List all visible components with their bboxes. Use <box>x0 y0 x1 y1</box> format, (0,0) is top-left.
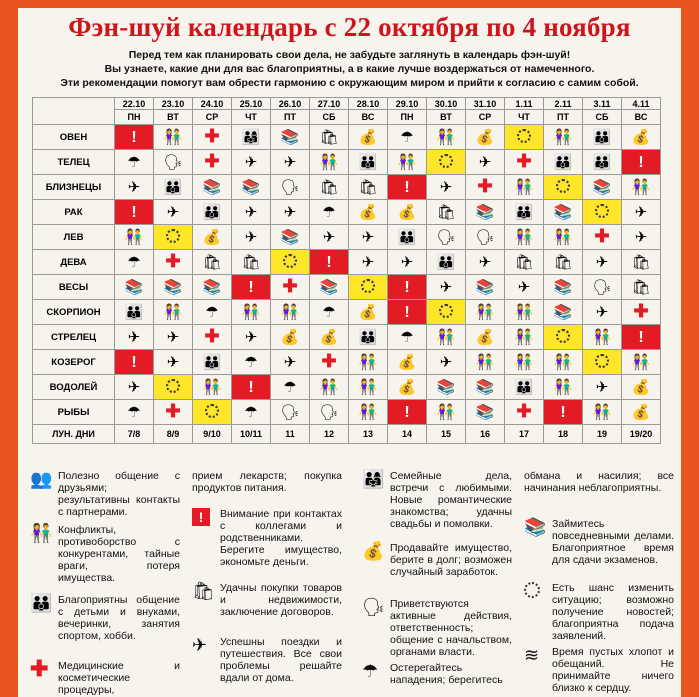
lovers-icon: 👫 <box>505 325 544 350</box>
date-header: 2.11 <box>544 98 583 110</box>
sun-icon <box>271 250 310 275</box>
property-icon: 💰 <box>388 200 427 225</box>
corner-cell <box>33 98 115 125</box>
children-icon: 👪 <box>427 250 466 275</box>
sign-row <box>33 200 661 225</box>
warning-icon: ! <box>388 175 427 200</box>
date-header: 31.10 <box>466 98 505 110</box>
family-icon: 👨‍👩‍👧 <box>232 125 271 150</box>
date-header: 25.10 <box>232 98 271 110</box>
lovers-icon: 👫 <box>466 300 505 325</box>
children-icon: 👪 <box>115 300 154 325</box>
lunar-day: 14 <box>388 425 427 444</box>
umbrella-icon: ☂ <box>115 400 154 425</box>
weekday-header: СБ <box>310 110 349 125</box>
lunar-day: 13 <box>349 425 388 444</box>
lovers-icon: 👫 <box>154 125 193 150</box>
sign-row <box>33 275 661 300</box>
medicine-icon: ✚ <box>154 400 193 425</box>
travel-icon: ✈ <box>622 200 661 225</box>
books-icon: 📚 <box>544 300 583 325</box>
lunar-day: 18 <box>544 425 583 444</box>
advice-icon: 🗣 <box>583 275 622 300</box>
lovers-icon: 👫 <box>466 350 505 375</box>
lunar-day: 7/8 <box>115 425 154 444</box>
advice-icon: 🗣 <box>310 400 349 425</box>
calendar-page <box>18 8 681 697</box>
lovers-icon: 👫 <box>505 350 544 375</box>
books-icon: 📚 <box>154 275 193 300</box>
date-header: 4.11 <box>622 98 661 110</box>
shopping-icon: 🛍 <box>505 250 544 275</box>
children-icon: 👪 <box>583 150 622 175</box>
travel-icon: ✈ <box>427 175 466 200</box>
weekday-header: ВТ <box>154 110 193 125</box>
lovers-icon: 👫 <box>427 325 466 350</box>
lunar-day: 12 <box>310 425 349 444</box>
lovers-icon: 👫 <box>622 350 661 375</box>
legend-property: 💰 Продавайте имущество, берите в долг; возможен случайный заработок. <box>362 541 512 578</box>
warning-icon: ! <box>115 200 154 225</box>
page-title: Фэн-шуй календарь с 22 октября по 4 ноября <box>68 12 631 42</box>
warning-icon: ! <box>622 325 661 350</box>
property-icon: 💰 <box>466 325 505 350</box>
travel-icon: ✈ <box>349 225 388 250</box>
children-icon: 👪 <box>349 150 388 175</box>
sun-icon <box>544 325 583 350</box>
property-icon: 💰 <box>622 400 661 425</box>
medicine-icon: ✚ <box>30 656 49 681</box>
lunar-days-label: ЛУН. ДНИ <box>33 425 115 444</box>
umbrella-icon: ☂ <box>232 350 271 375</box>
weekday-header: ВС <box>622 110 661 125</box>
medicine-icon: ✚ <box>505 150 544 175</box>
advice-icon: 🗣 <box>271 175 310 200</box>
warning-icon: ! <box>544 400 583 425</box>
umbrella-icon: ☂ <box>115 250 154 275</box>
sun-icon <box>583 200 622 225</box>
lovers-icon: 👫 <box>271 300 310 325</box>
travel-icon: ✈ <box>427 350 466 375</box>
legend-umbrella-cont: обмана и насилия; все начинания неблагоприятны. <box>524 470 674 494</box>
lunar-day: 11 <box>271 425 310 444</box>
legend-sun: Есть шанс изменить ситуацию; возможно получение новостей; благоприятна подача заявлений. <box>524 582 674 632</box>
lovers-icon: 👫 <box>427 400 466 425</box>
lovers-icon: 👫 <box>310 375 349 400</box>
warning-icon: ! <box>192 508 210 526</box>
medicine-icon: ✚ <box>271 275 310 300</box>
umbrella-icon: ☂ <box>310 300 349 325</box>
property-icon: 💰 <box>388 350 427 375</box>
property-icon: 💰 <box>349 200 388 225</box>
sign-row <box>33 375 661 400</box>
date-header-row <box>33 98 661 110</box>
lovers-icon: 👫 <box>388 150 427 175</box>
lovers-icon: 👫 <box>349 375 388 400</box>
shopping-icon: 🛍 <box>622 250 661 275</box>
warning-icon: ! <box>388 275 427 300</box>
sign-name: РАК <box>33 200 115 225</box>
travel-icon: ✈ <box>427 275 466 300</box>
sign-row <box>33 325 661 350</box>
lovers-icon: 👫 <box>544 375 583 400</box>
travel-icon: ✈ <box>232 225 271 250</box>
books-icon: 📚 <box>271 225 310 250</box>
legend-family: 👨‍👩‍👧 Семейные дела, встречи с любимыми. Новые романтические знакомства; удачны свадьбы и помолвки. <box>362 469 512 530</box>
shopping-icon: 🛍 <box>622 275 661 300</box>
lovers-icon: 👫 <box>30 523 53 543</box>
legend-advice: 🗣 Приветствуются активные действия, ответственность; общение с начальством, органами власти. <box>362 597 512 658</box>
children-icon: 👪 <box>154 175 193 200</box>
legend-friends: 👥 Полезно общение с друзьями; результативны контакты с партнерами. <box>30 469 180 518</box>
fengshui-calendar-table <box>32 97 661 444</box>
shopping-icon: 🛍 <box>544 250 583 275</box>
lovers-icon: 👫 <box>622 175 661 200</box>
advice-icon: 🗣 <box>427 225 466 250</box>
sign-name: ОВЕН <box>33 125 115 150</box>
children-icon: 👪 <box>505 200 544 225</box>
advice-icon: 🗣 <box>271 400 310 425</box>
travel-icon: ✈ <box>271 150 310 175</box>
lovers-icon: 👫 <box>505 225 544 250</box>
travel-icon: ✈ <box>310 225 349 250</box>
sign-name: БЛИЗНЕЦЫ <box>33 175 115 200</box>
books-icon: 📚 <box>271 125 310 150</box>
travel-icon: ✈ <box>154 200 193 225</box>
sun-icon <box>524 582 540 598</box>
sun-icon <box>154 375 193 400</box>
lovers-icon: 👫 <box>349 400 388 425</box>
sun-icon <box>193 400 232 425</box>
travel-icon: ✈ <box>583 250 622 275</box>
property-icon: 💰 <box>622 375 661 400</box>
warning-icon: ! <box>310 250 349 275</box>
weekday-header: ЧТ <box>505 110 544 125</box>
sun-icon <box>427 150 466 175</box>
date-header: 27.10 <box>310 98 349 110</box>
speaking-head-icon: 🗣 <box>362 597 385 617</box>
lovers-icon: 👫 <box>544 350 583 375</box>
books-icon: 📚 <box>466 375 505 400</box>
sign-name: ТЕЛЕЦ <box>33 150 115 175</box>
property-icon: 💰 <box>622 125 661 150</box>
travel-icon: ✈ <box>271 200 310 225</box>
sun-icon <box>154 225 193 250</box>
weekday-header: ПН <box>388 110 427 125</box>
sign-row <box>33 400 661 425</box>
shopping-icon: 🛍 <box>310 125 349 150</box>
warning-icon: ! <box>232 375 271 400</box>
lovers-icon: 👫 <box>544 225 583 250</box>
friends-icon: 👥 <box>30 469 53 489</box>
advice-icon: 🗣 <box>466 225 505 250</box>
warning-icon: ! <box>388 400 427 425</box>
children-icon: 👪 <box>349 325 388 350</box>
travel-icon: ✈ <box>583 375 622 400</box>
lunar-day: 19/20 <box>622 425 661 444</box>
lunar-day: 16 <box>466 425 505 444</box>
legend-books: 📚 Займитесь повседневными делами. Благоприятное время для сдачи экзаменов. <box>524 517 674 566</box>
legend-medicine: ✚ Медицинские и косметические процедуры, <box>30 656 180 696</box>
weekday-header: ВС <box>349 110 388 125</box>
books-icon: 📚 <box>544 275 583 300</box>
medicine-icon: ✚ <box>193 325 232 350</box>
shopping-icon: 🛍 <box>427 200 466 225</box>
warning-icon: ! <box>622 150 661 175</box>
date-header: 24.10 <box>193 98 232 110</box>
sign-name: КОЗЕРОГ <box>33 350 115 375</box>
shopping-icon: 🛍 <box>310 175 349 200</box>
lunar-day: 19 <box>583 425 622 444</box>
umbrella-icon: ☂ <box>232 400 271 425</box>
money-bag-icon: 💰 <box>362 541 385 561</box>
sun-icon <box>427 300 466 325</box>
legend-umbrella: ☂ Остерегайтесь нападения; берегитесь <box>362 661 503 686</box>
legend <box>30 469 674 696</box>
travel-icon: ✈ <box>232 200 271 225</box>
warning-icon: ! <box>232 275 271 300</box>
sign-row <box>33 150 661 175</box>
lovers-icon: 👫 <box>193 375 232 400</box>
sign-name: РЫБЫ <box>33 400 115 425</box>
property-icon: 💰 <box>310 325 349 350</box>
weekday-header: ПТ <box>544 110 583 125</box>
shopping-icon: 🛍 <box>232 250 271 275</box>
legend-children: 👪 Благоприятны общение с детьми и внуками, вечеринки, занятия спортом, хобби. <box>30 593 180 642</box>
travel-icon: ✈ <box>349 250 388 275</box>
travel-icon: ✈ <box>115 325 154 350</box>
medicine-icon: ✚ <box>505 400 544 425</box>
advice-icon: 🗣 <box>154 150 193 175</box>
lovers-icon: 👫 <box>427 125 466 150</box>
date-header: 22.10 <box>115 98 154 110</box>
medicine-icon: ✚ <box>154 250 193 275</box>
sign-name: ВЕСЫ <box>33 275 115 300</box>
books-icon: 📚 <box>524 517 547 537</box>
umbrella-icon: ☂ <box>388 125 427 150</box>
lovers-icon: 👫 <box>505 175 544 200</box>
lovers-icon: 👫 <box>115 225 154 250</box>
sign-row <box>33 350 661 375</box>
lunar-day: 10/11 <box>232 425 271 444</box>
sign-name: ВОДОЛЕЙ <box>33 375 115 400</box>
sign-row <box>33 225 661 250</box>
intro-line-2: Вы узнаете, какие дни для вас благоприятны, а в какие лучше воздержаться от намеченного. <box>104 63 595 75</box>
warning-icon: ! <box>115 350 154 375</box>
date-header: 1.11 <box>505 98 544 110</box>
lovers-icon: 👫 <box>583 400 622 425</box>
children-icon: 👪 <box>193 350 232 375</box>
sun-icon <box>583 350 622 375</box>
travel-icon: ✈ <box>271 350 310 375</box>
umbrella-icon: ☂ <box>271 375 310 400</box>
books-icon: 📚 <box>310 275 349 300</box>
legend-warning: ! Внимание при контактах с коллегами и родственниками. Берегите имущество, экономьте деньги. <box>192 508 342 578</box>
travel-icon: ✈ <box>466 150 505 175</box>
travel-icon: ✈ <box>466 250 505 275</box>
children-icon: 👪 <box>193 200 232 225</box>
lovers-icon: 👫 <box>583 325 622 350</box>
sign-name: ЛЕВ <box>33 225 115 250</box>
weekday-header-row <box>33 110 661 125</box>
weekday-header: СР <box>193 110 232 125</box>
weekday-header: СБ <box>583 110 622 125</box>
travel-icon: ✈ <box>388 250 427 275</box>
children-icon: 👪 <box>583 125 622 150</box>
medicine-icon: ✚ <box>466 175 505 200</box>
shopping-icon: 🛍 <box>193 250 232 275</box>
books-icon: 📚 <box>466 400 505 425</box>
property-icon: 💰 <box>388 375 427 400</box>
children-icon: 👪 <box>388 225 427 250</box>
property-icon: 💰 <box>193 225 232 250</box>
travel-icon: ✈ <box>154 350 193 375</box>
date-header: 29.10 <box>388 98 427 110</box>
books-icon: 📚 <box>193 275 232 300</box>
books-icon: 📚 <box>115 275 154 300</box>
umbrella-icon: ☂ <box>115 150 154 175</box>
lovers-icon: 👫 <box>505 300 544 325</box>
property-icon: 💰 <box>466 125 505 150</box>
books-icon: 📚 <box>193 175 232 200</box>
sign-row <box>33 250 661 275</box>
legend-conflicts: 👫 Конфликты, противоборство с конкурентами, тайные враги, потеря имущества. <box>30 523 180 584</box>
lunar-day: 8/9 <box>154 425 193 444</box>
legend-medicine-cont: прием лекарств; покупка продуктов питания. <box>192 470 342 494</box>
sign-row <box>33 175 661 200</box>
travel-icon: ✈ <box>232 150 271 175</box>
weekday-header: ПТ <box>271 110 310 125</box>
medicine-icon: ✚ <box>622 300 661 325</box>
umbrella-icon: ☂ <box>388 325 427 350</box>
wind-icon: ≋ <box>524 645 540 665</box>
lovers-icon: 👫 <box>232 300 271 325</box>
sign-name: СКОРПИОН <box>33 300 115 325</box>
weekday-header: СР <box>466 110 505 125</box>
travel-icon: ✈ <box>232 325 271 350</box>
lunar-day: 17 <box>505 425 544 444</box>
medicine-icon: ✚ <box>193 150 232 175</box>
legend-travel: ✈ Успешны поездки и путешествия. Все свои проблемы решайте вдали от дома. <box>192 635 342 684</box>
travel-icon: ✈ <box>115 375 154 400</box>
weekday-header: ЧТ <box>232 110 271 125</box>
legend-wind: ≋ Время пустых хлопот и обещаний. Не принимайте ничего близко к сердцу. <box>524 645 674 694</box>
travel-icon: ✈ <box>505 275 544 300</box>
lovers-icon: 👫 <box>310 150 349 175</box>
warning-icon: ! <box>115 125 154 150</box>
books-icon: 📚 <box>232 175 271 200</box>
lovers-icon: 👫 <box>154 300 193 325</box>
lovers-icon: 👫 <box>544 125 583 150</box>
property-icon: 💰 <box>349 300 388 325</box>
umbrella-icon: ☂ <box>193 300 232 325</box>
umbrella-icon: ☂ <box>362 661 379 681</box>
property-icon: 💰 <box>349 125 388 150</box>
medicine-icon: ✚ <box>193 125 232 150</box>
date-header: 28.10 <box>349 98 388 110</box>
sign-name: СТРЕЛЕЦ <box>33 325 115 350</box>
sun-icon <box>505 125 544 150</box>
medicine-icon: ✚ <box>583 225 622 250</box>
date-header: 23.10 <box>154 98 193 110</box>
intro-line-3: Эти рекомендации помогут вам обрести гармонию с окружающим миром и прийти к согласию с самим собой. <box>60 77 639 89</box>
children-icon: 👪 <box>30 593 53 613</box>
sun-icon <box>349 275 388 300</box>
books-icon: 📚 <box>427 375 466 400</box>
books-icon: 📚 <box>544 200 583 225</box>
sign-row <box>33 125 661 150</box>
lunar-day: 9/10 <box>193 425 232 444</box>
family-icon: 👨‍👩‍👧 <box>362 469 385 489</box>
sun-icon <box>544 175 583 200</box>
shopping-icon: 🛍 <box>349 175 388 200</box>
medicine-icon: ✚ <box>310 350 349 375</box>
children-icon: 👪 <box>505 375 544 400</box>
travel-icon: ✈ <box>115 175 154 200</box>
shopping-bags-icon: 🛍 <box>192 581 215 601</box>
intro-line-1: Перед тем как планировать свои дела, не забудьте заглянуть в календарь фэн-шуй! <box>128 49 571 61</box>
date-header: 30.10 <box>427 98 466 110</box>
sign-name: ДЕВА <box>33 250 115 275</box>
date-header: 26.10 <box>271 98 310 110</box>
books-icon: 📚 <box>466 275 505 300</box>
airplane-luggage-icon: ✈ <box>192 635 208 655</box>
lovers-icon: 👫 <box>349 350 388 375</box>
travel-icon: ✈ <box>622 225 661 250</box>
books-icon: 📚 <box>583 175 622 200</box>
date-header: 3.11 <box>583 98 622 110</box>
weekday-header: ПН <box>115 110 154 125</box>
warning-icon: ! <box>388 300 427 325</box>
lunar-day: 15 <box>427 425 466 444</box>
weekday-header: ВТ <box>427 110 466 125</box>
legend-shopping: 🛍 Удачны покупки товаров и недвижимости, заключение договоров. <box>192 581 342 618</box>
books-icon: 📚 <box>466 200 505 225</box>
travel-icon: ✈ <box>154 325 193 350</box>
sign-row <box>33 300 661 325</box>
travel-icon: ✈ <box>583 300 622 325</box>
lunar-days-row <box>33 425 661 444</box>
children-icon: 👪 <box>544 150 583 175</box>
property-icon: 💰 <box>271 325 310 350</box>
umbrella-icon: ☂ <box>310 200 349 225</box>
